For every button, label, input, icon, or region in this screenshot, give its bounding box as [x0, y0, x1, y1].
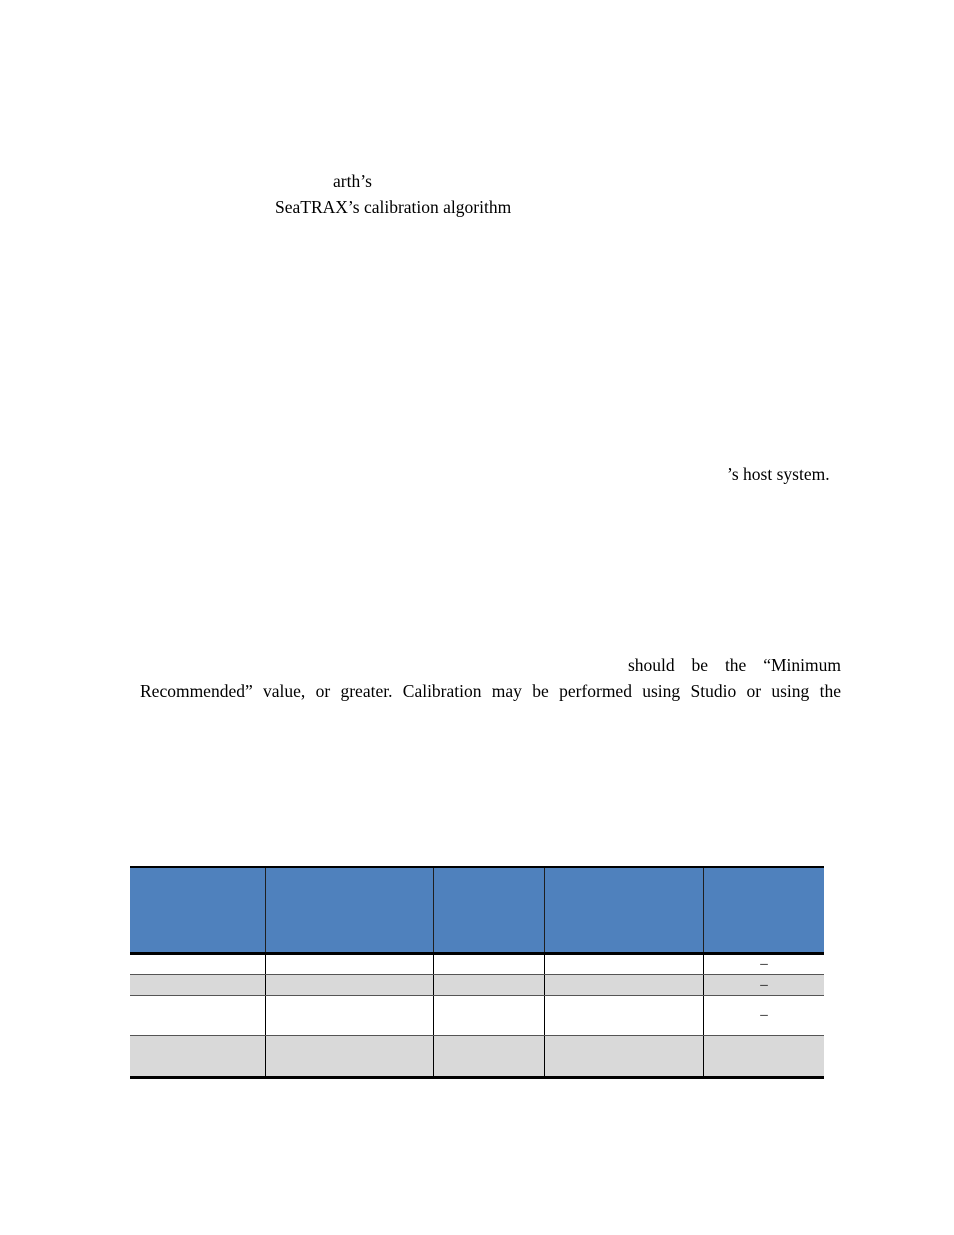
word: “Minimum: [763, 655, 841, 675]
table-cell: [433, 955, 544, 974]
table-header-cell: [433, 868, 544, 952]
table-cell: [703, 955, 824, 974]
table-header-cell: [544, 868, 703, 952]
table-cell: [130, 975, 265, 995]
table-header-cell: [703, 868, 824, 952]
word: greater.: [340, 681, 393, 701]
table-cell-dash: –: [760, 977, 768, 993]
word: should: [628, 655, 675, 675]
paragraph-line-2: [140, 681, 841, 701]
word: Calibration: [402, 681, 482, 701]
word: be: [691, 655, 709, 675]
word: or: [746, 681, 762, 701]
word: or: [315, 681, 331, 701]
table-cell: [703, 975, 824, 995]
table-cell-dash: –: [760, 1007, 768, 1023]
word: performed: [559, 681, 632, 701]
word: the: [819, 681, 841, 701]
text-fragment-earths: arth’s: [333, 171, 372, 191]
word: using: [642, 681, 681, 701]
table-cell: [544, 975, 703, 995]
word: Studio: [690, 681, 737, 701]
table-row: [130, 1036, 824, 1076]
table-cell: [433, 1036, 544, 1076]
table-cell: [130, 1036, 265, 1076]
table-row: [130, 955, 824, 975]
text-fragment-host-system: ’s host system.: [727, 464, 830, 484]
table-row: [130, 996, 824, 1036]
word: may: [491, 681, 522, 701]
table-cell: [544, 1036, 703, 1076]
word: be: [532, 681, 549, 701]
paragraph-line-1: [628, 655, 841, 675]
table-cell: [433, 975, 544, 995]
text-fragment-calibration-algorithm: SeaTRAX’s calibration algorithm: [275, 197, 512, 217]
word: using: [771, 681, 810, 701]
table-cell: [433, 996, 544, 1035]
table-cell: [544, 996, 703, 1035]
table-header-cell: [265, 868, 433, 952]
table-header-row: [130, 868, 824, 955]
table-cell: [703, 996, 824, 1035]
table-row: [130, 975, 824, 996]
word: Recommended”: [140, 681, 253, 701]
table-cell: [265, 1036, 433, 1076]
table-cell: [130, 996, 265, 1035]
word: value,: [263, 681, 306, 701]
table-cell: [265, 955, 433, 974]
table-header-cell: [130, 868, 265, 952]
table-cell: [703, 1036, 824, 1076]
table-cell: [544, 955, 703, 974]
table-cell: [130, 955, 265, 974]
table-cell-dash: –: [760, 956, 768, 972]
calibration-table: [130, 866, 824, 1079]
table-cell: [265, 975, 433, 995]
word: the: [724, 655, 747, 675]
table-cell: [265, 996, 433, 1035]
